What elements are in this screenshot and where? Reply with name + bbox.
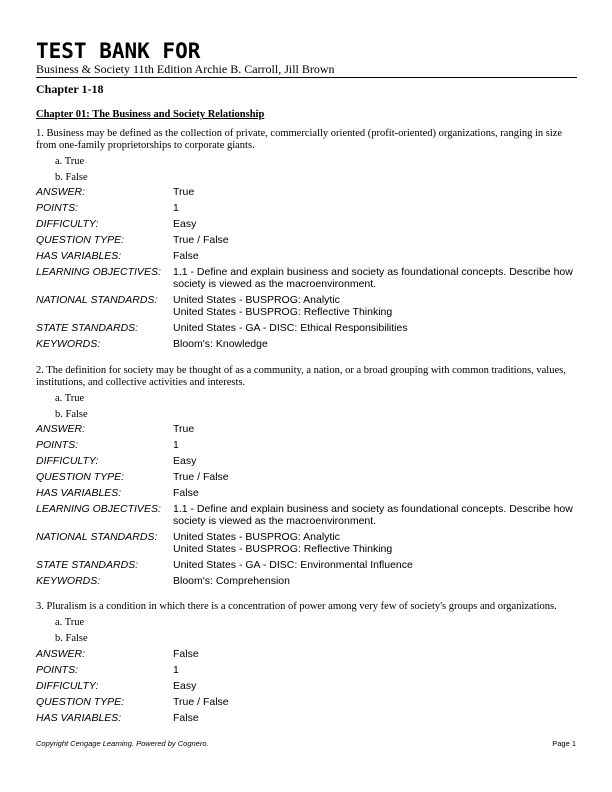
question-type-value: True / False [173, 471, 229, 483]
points-label: POINTS: [36, 663, 79, 676]
has-variables-value: False [173, 711, 199, 724]
question-1 [36, 128, 576, 354]
difficulty-label: DIFFICULTY: [36, 679, 99, 692]
option-b: b. False [55, 171, 88, 183]
keywords-label: KEYWORDS: [36, 338, 101, 350]
state-standards-value: United States - GA - DISC: Environmental Influence [173, 559, 413, 571]
points-label: POINTS: [36, 202, 79, 214]
document-title: TEST BANK FOR [36, 39, 201, 63]
answer-label: ANSWER: [36, 186, 86, 198]
option-b: b. False [55, 408, 88, 420]
question-metadata [36, 648, 576, 724]
has-variables-value: False [173, 250, 199, 262]
learning-objectives-value: 1.1 - Define and explain business and society as foundational concepts. Describe how society is viewed as the macroenvironment. [173, 503, 573, 527]
state-standards-label: STATE STANDARDS: [36, 559, 139, 571]
keywords-label: KEYWORDS: [36, 575, 101, 587]
answer-value: True [173, 423, 195, 435]
has-variables-label: HAS VARIABLES: [36, 711, 122, 724]
has-variables-label: HAS VARIABLES: [36, 487, 122, 499]
learning-objectives-value: 1.1 - Define and explain business and society as foundational concepts. Describe how society is viewed as the macroenvironment. [173, 266, 573, 290]
difficulty-label: DIFFICULTY: [36, 455, 99, 467]
learning-objectives-label: LEARNING OBJECTIVES: [36, 503, 161, 515]
national-standards-label: NATIONAL STANDARDS: [36, 294, 158, 306]
question-type-value: True / False [173, 695, 229, 708]
has-variables-value: False [173, 487, 199, 499]
difficulty-value: Easy [173, 679, 197, 692]
question-metadata [36, 423, 576, 587]
difficulty-label: DIFFICULTY: [36, 218, 99, 230]
national-standard: United States - BUSPROG: Reflective Thinking [173, 543, 393, 555]
answer-value: False [173, 647, 199, 660]
question-type-label: QUESTION TYPE: [36, 471, 125, 483]
question-text: 2. The definition for society may be thought of as a community, a nation, or a broad grouping with common traditions, values, institutions, and collective activities and interests. [36, 365, 566, 388]
option-a: a. True [55, 392, 85, 404]
difficulty-value: Easy [173, 455, 197, 467]
points-label: POINTS: [36, 439, 79, 451]
national-standards-label: NATIONAL STANDARDS: [36, 531, 158, 543]
option-a: a. True [55, 155, 85, 167]
document-subtitle: Business & Society 11th Edition Archie B. Carroll, Jill Brown [36, 62, 335, 76]
national-standard: United States - BUSPROG: Analytic [173, 294, 340, 306]
answer-label: ANSWER: [36, 423, 86, 435]
national-standard: United States - BUSPROG: Reflective Thinking [173, 306, 393, 318]
has-variables-label: HAS VARIABLES: [36, 250, 122, 262]
answer-label: ANSWER: [36, 647, 86, 660]
keywords-value: Bloom's: Comprehension [173, 575, 290, 587]
state-standards-value: United States - GA - DISC: Ethical Responsibilities [173, 322, 408, 334]
option-b: b. False [55, 633, 88, 644]
question-type-label: QUESTION TYPE: [36, 234, 125, 246]
chapter-range: Chapter 1-18 [36, 82, 104, 96]
copyright-footer: Copyright Cengage Learning. Powered by Cognero. [36, 739, 209, 748]
question-text: 3. Pluralism is a condition in which there is a concentration of power among very few of society's groups and organizations. [36, 601, 557, 612]
header-rule [36, 77, 577, 78]
question-type-label: QUESTION TYPE: [36, 695, 125, 708]
points-value: 1 [173, 439, 179, 451]
state-standards-label: STATE STANDARDS: [36, 322, 139, 334]
page-number: Page 1 [552, 739, 576, 748]
chapter-heading: Chapter 01: The Business and Society Relationship [36, 109, 265, 120]
keywords-value: Bloom's: Knowledge [173, 338, 268, 350]
national-standard: United States - BUSPROG: Analytic [173, 531, 340, 543]
learning-objectives-label: LEARNING OBJECTIVES: [36, 266, 161, 278]
question-3 [36, 601, 576, 728]
question-2 [36, 365, 576, 591]
points-value: 1 [173, 663, 179, 676]
answer-value: True [173, 186, 195, 198]
option-a: a. True [55, 617, 85, 628]
points-value: 1 [173, 202, 179, 214]
question-metadata [36, 186, 576, 350]
question-type-value: True / False [173, 234, 229, 246]
difficulty-value: Easy [173, 218, 197, 230]
question-text: 1. Business may be defined as the collection of private, commercially oriented (profit-oriented) organizations, ranging in size from one-family proprietorships to corporate giants. [36, 128, 563, 151]
